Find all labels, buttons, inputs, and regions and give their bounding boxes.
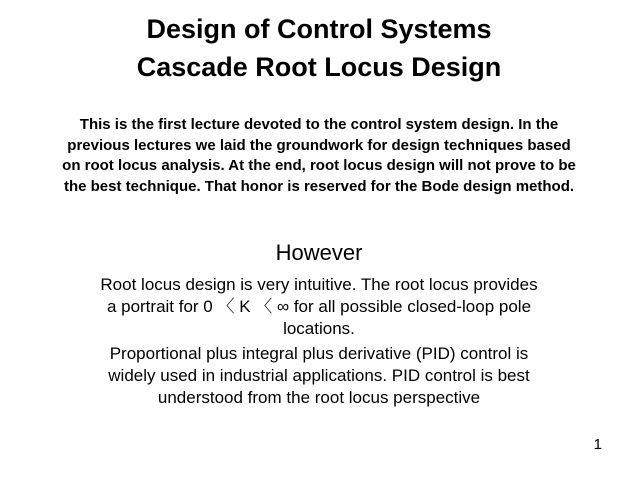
page-number: 1 [593,436,602,453]
slide-title-line-1: Design of Control Systems [146,14,492,44]
pid-paragraph: Proportional plus integral plus derivative (PID) control is widely used in industrial applications. PID control is best understood from the root locus perspective [108,344,530,407]
root-locus-paragraph: Root locus design is very intuitive. The root locus provides a portrait for 0 〈 K 〈 ∞ for all possible closed-loop pole locations. [100,275,538,338]
however-heading: However [275,240,363,265]
slide-title-line-2: Cascade Root Locus Design [136,52,502,82]
intro-paragraph: This is the first lecture devoted to the control system design. In the previous lectures we laid the groundwork for design techniques based on root locus analysis. At the end, root locus design will not prove to be the best technique. That honor is reserved for the Bode design method. [62,116,576,195]
